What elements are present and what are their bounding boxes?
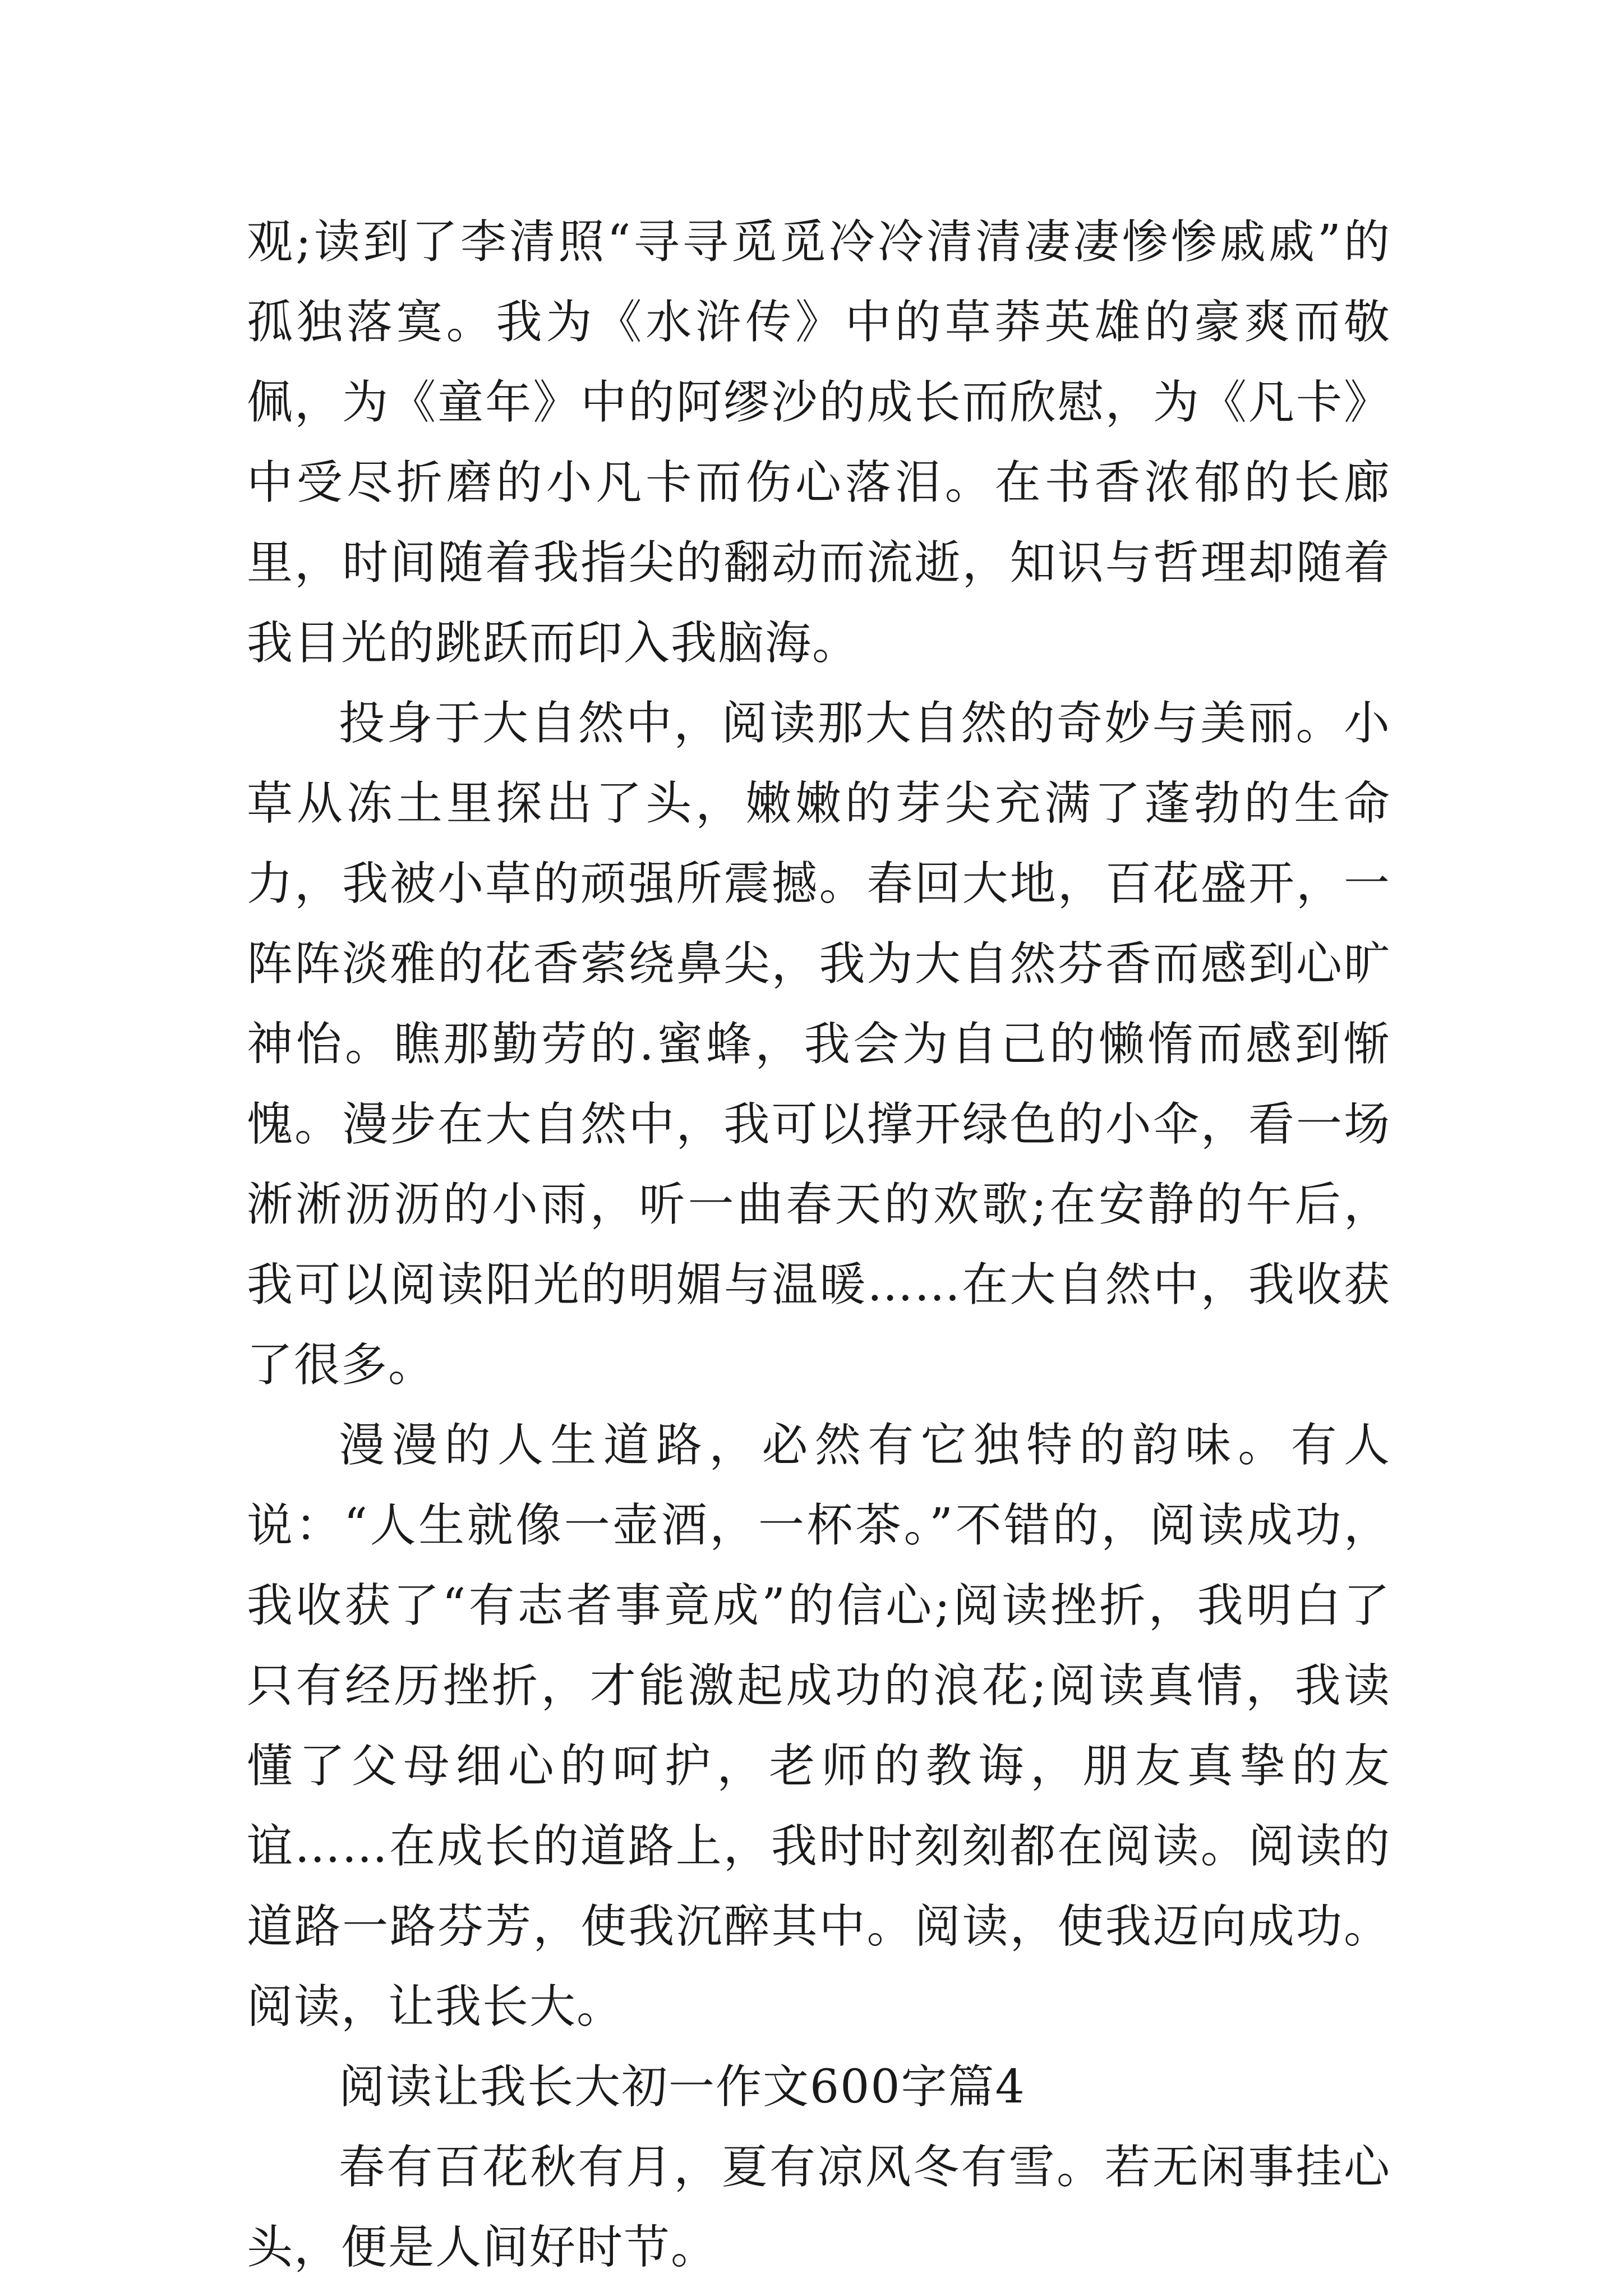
section-heading: 阅读让我长大初一作文600字篇4	[339, 2060, 1026, 2114]
paragraph-continued: 观;读到了李清照“寻寻觅觅冷冷清清凄凄惨惨戚戚”的孤独落寞。我为《水浒传》中的草莽英雄的豪爽而敬佩，为《童年》中的阿缪沙的成长而欣慰，为《凡卡》中受尽折磨的小凡卡而伤心落泪。在书香浓郁的长廊里，时间随着我指尖的翻动而流逝，知识与哲理却随着我目光的跳跃而印入我脑海。	[247, 215, 1391, 670]
document-body	[247, 202, 1391, 2288]
paragraph-life: 漫漫的人生道路，必然有它独特的韵味。有人说：“人生就像一壶酒，一杯茶。”不错的，阅读成功，我收获了“有志者事竟成”的信心;阅读挫折，我明白了只有经历挫折，才能激起成功的浪花;阅读真情，我读懂了父母细心的呵护，老师的教诲，朋友真挚的友谊……在成长的道路上，我时时刻刻都在阅读。阅读的道路一路芬芳，使我沉醉其中。阅读，使我迈向成功。阅读，让我长大。	[247, 1419, 1391, 2033]
paragraph-nature: 投身于大自然中，阅读那大自然的奇妙与美丽。小草从冻土里探出了头，嫩嫩的芽尖充满了蓬勃的生命力，我被小草的顽强所震撼。春回大地，百花盛开，一阵阵淡雅的花香萦绕鼻尖，我为大自然芬香而感到心旷神怡。瞧那勤劳的.蜜蜂，我会为自己的懒惰而感到惭愧。漫步在大自然中，我可以撑开绿色的小伞，看一场淅淅沥沥的小雨，听一曲春天的欢歌;在安静的午后，我可以阅读阳光的明媚与温暖……在大自然中，我收获了很多。	[247, 697, 1391, 1392]
paragraph-closing: 春有百花秋有月，夏有凉风冬有雪。若无闲事挂心头，便是人间好时节。	[247, 2141, 1391, 2274]
